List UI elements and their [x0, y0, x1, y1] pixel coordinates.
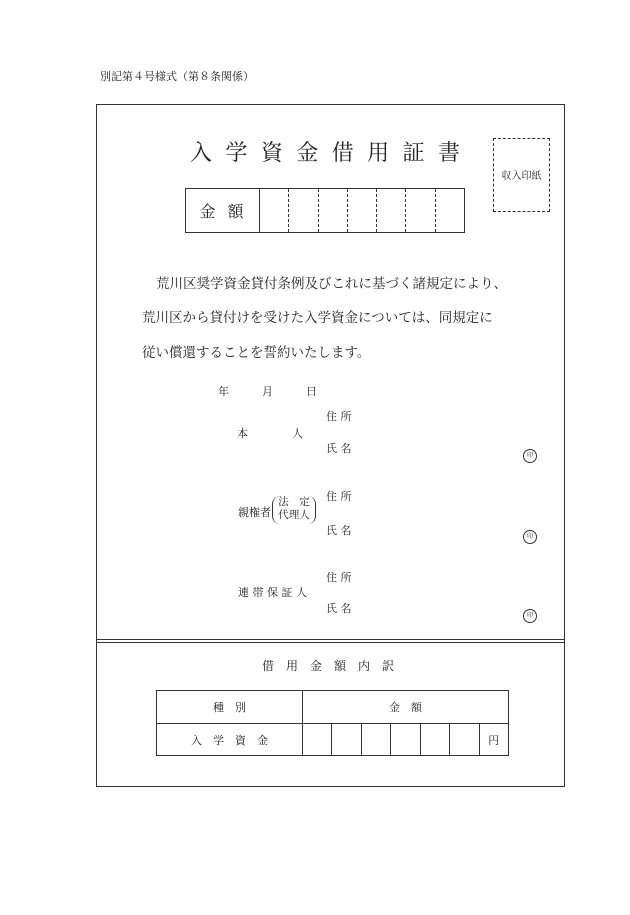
- amount-cell: [436, 189, 464, 232]
- revenue-stamp-box: 収入印紙: [493, 138, 550, 212]
- paragraph-line-2: 荒川区から貸付けを受けた入学資金については、同規定に: [142, 310, 493, 326]
- date-month: 月: [262, 385, 273, 398]
- title-char: 借: [331, 141, 354, 166]
- title-char: 書: [437, 141, 460, 166]
- breakdown-title: 借 用 金 額 内 訳: [262, 659, 395, 673]
- amount-cell: [303, 724, 332, 756]
- principal-name-label: 氏 名: [326, 442, 352, 455]
- amount-cell: [421, 724, 450, 756]
- amount-digit-cells: [260, 189, 464, 232]
- date-year: 年: [218, 385, 229, 398]
- principal-label: 本 人: [237, 427, 303, 440]
- amount-cell: [289, 189, 318, 232]
- amount-cell: [362, 724, 391, 756]
- form-number: 別記第４号様式（第８条関係）: [100, 70, 254, 83]
- amount-cell: [260, 189, 289, 232]
- title-char: 学: [225, 141, 248, 166]
- seal-icon: 印: [523, 530, 537, 544]
- guardian-name-label: 氏 名: [326, 524, 352, 537]
- guarantor-label: 連 帯 保 証 人: [238, 586, 307, 599]
- section-divider-top: [96, 639, 565, 640]
- paragraph-line-3: 従い償還することを誓約いたします。: [142, 345, 371, 361]
- seal-icon: 印: [523, 609, 537, 623]
- unit-cell: 円: [488, 734, 500, 747]
- title-char: 金: [296, 141, 319, 166]
- amount-cell: [319, 189, 348, 232]
- bracket-line-2: 代理人: [278, 509, 310, 521]
- breakdown-table: [156, 690, 509, 756]
- amount-cell: [332, 724, 361, 756]
- guardian-address-label: 住 所: [326, 490, 352, 503]
- amount-cell: [391, 724, 420, 756]
- guarantor-name-label: 氏 名: [326, 602, 352, 615]
- title-char: 用: [367, 141, 390, 166]
- amount-box: [185, 188, 465, 233]
- guarantor-address-label: 住 所: [326, 571, 352, 584]
- seal-icon: 印: [523, 449, 537, 463]
- amount-cell: [377, 189, 406, 232]
- column-header-type: 種 別: [157, 691, 303, 723]
- guardian-label: 親権者: [238, 506, 271, 519]
- document-title: [190, 136, 460, 167]
- column-header-amount: 金 額: [389, 701, 422, 714]
- title-char: 入: [190, 141, 213, 166]
- section-divider-bottom: [96, 642, 565, 643]
- amount-label: 金額: [186, 189, 260, 232]
- date-day: 日: [306, 385, 317, 398]
- title-char: 資: [260, 141, 283, 166]
- legal-representative-bracket: [272, 496, 316, 524]
- title-char: 証: [402, 141, 425, 166]
- amount-cell: [406, 189, 435, 232]
- amount-cell: [450, 724, 479, 756]
- table-row: [157, 724, 508, 756]
- amount-cell: [348, 189, 377, 232]
- bracket-line-1: 法 定: [278, 496, 310, 508]
- paragraph-line-1: 荒川区奨学資金貸付条例及びこれに基づく諸規定により、: [156, 276, 507, 292]
- principal-address-label: 住 所: [326, 410, 352, 423]
- table-header-row: [157, 691, 508, 724]
- amount-digit-cells: [303, 724, 508, 756]
- row-type-cell: 入 学 資 金: [157, 724, 303, 756]
